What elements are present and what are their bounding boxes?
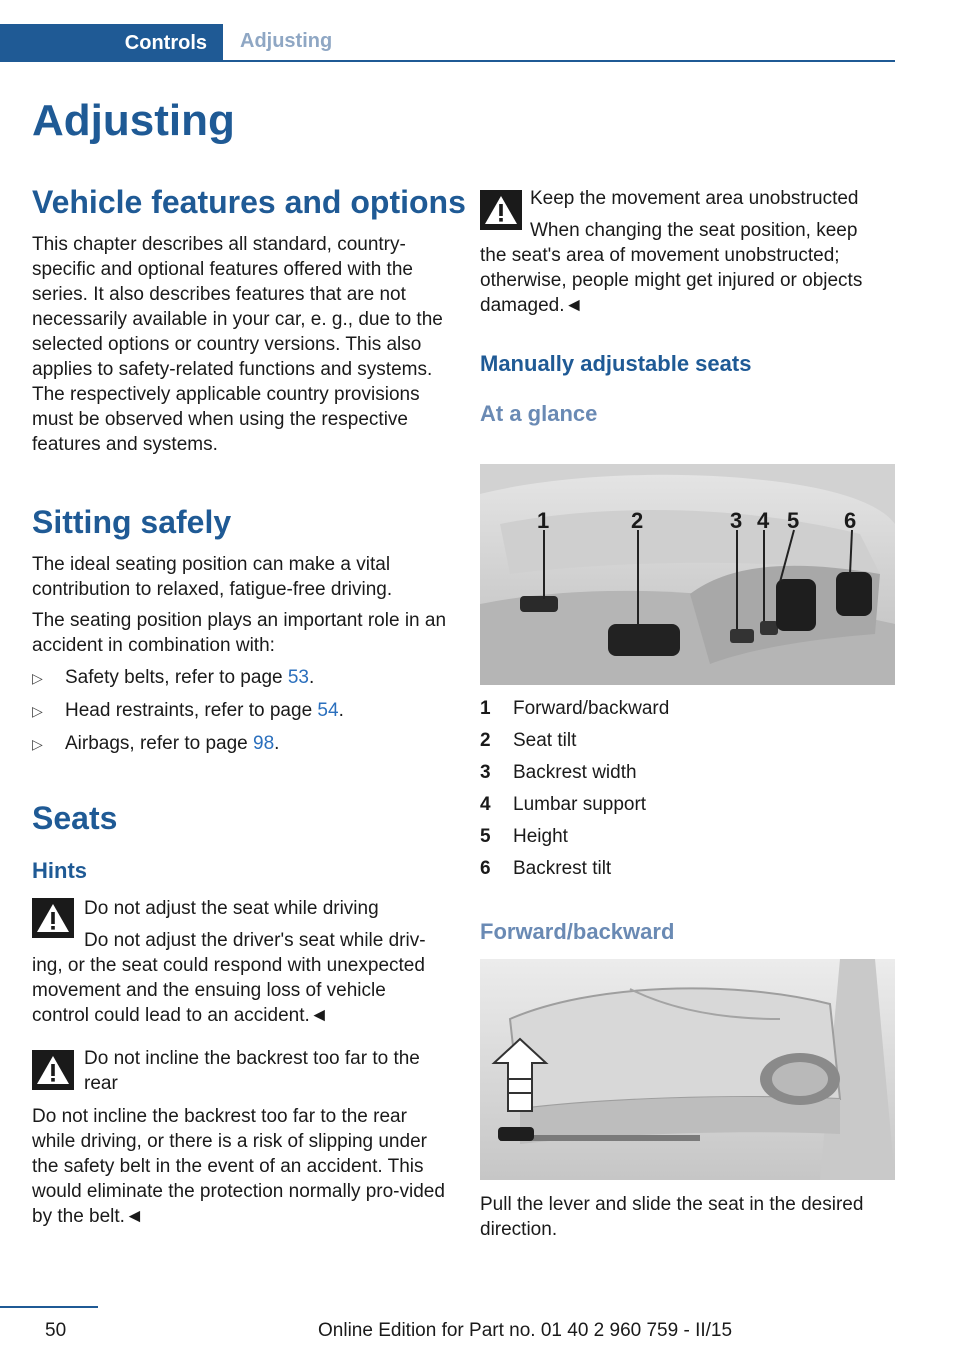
seat-controls-figure	[480, 464, 895, 685]
page-link[interactable]: 53	[287, 667, 309, 688]
callout-4: 4	[757, 508, 770, 533]
list-item	[32, 698, 447, 724]
list-item: 1 Forward/backward	[480, 698, 670, 719]
callout-5: 5	[787, 508, 800, 533]
page-number: 50	[45, 1320, 67, 1341]
warning-title: Keep the movement area unobstructed	[530, 188, 859, 209]
hints-heading: Hints	[32, 858, 87, 883]
page-link[interactable]: 98	[253, 733, 275, 754]
warning-icon	[32, 898, 74, 938]
header-rule	[0, 60, 895, 62]
warning-title: Do not incline the backrest too far to the rear	[84, 1048, 420, 1094]
list-item: 2 Seat tilt	[480, 730, 577, 751]
list-item: 5 Height	[480, 826, 568, 847]
list-item: 3 Backrest width	[480, 762, 637, 783]
bullet-text: Safety belts, refer to page 53.	[65, 667, 315, 688]
warning-body: ing, or the seat could respond with unexpected movement and the ensuing loss of vehicle control could lead to an accident.◄	[32, 955, 425, 1026]
forward-backward-figure	[480, 959, 895, 1180]
features-heading: Vehicle features and options	[32, 184, 466, 220]
bullet-text: Airbags, refer to page 98.	[65, 733, 280, 754]
callout-2: 2	[631, 508, 644, 533]
footer-rule	[0, 1306, 98, 1308]
sitting-heading: Sitting safely	[32, 504, 232, 540]
warning-body: Do not incline the backrest too far to the rear while driving, or there is a risk of slipping under the safety belt in the event of an accident. This would eliminate the protection normally pro-vided by the belt.◄	[32, 1106, 445, 1227]
tab-controls[interactable]: Controls	[0, 24, 223, 62]
manual-seats-heading: Manually adjustable seats	[480, 351, 752, 376]
callout-1: 1	[537, 508, 550, 533]
forward-backward-text: Pull the lever and slide the seat in the desired direction.	[480, 1194, 864, 1240]
sitting-p2: The seating position plays an important role in an accident in combination with:	[32, 610, 447, 656]
sitting-p1: The ideal seating position can make a vital contribution to relaxed, fatigue-free driving.	[32, 554, 393, 600]
list-item	[32, 665, 447, 691]
tab-adjusting[interactable]: Adjusting	[240, 30, 333, 52]
warning-first-line: When changing the seat position, keep	[530, 220, 858, 241]
warning-icon	[480, 190, 522, 230]
triangle-bullet-icon: ▷	[32, 703, 43, 719]
numbered-list	[480, 693, 895, 885]
list-item: 6 Backrest tilt	[480, 858, 612, 879]
features-text: This chapter describes all standard, country-specific and optional features offered with the series. It also describes features that are not necessarily available in your car, e. g., due to the selected options or country versions. This also applies to safety-related functions and systems. The respectively applicable country provisions must be observed when using the respective features and systems.	[32, 234, 443, 455]
triangle-bullet-icon: ▷	[32, 736, 43, 752]
edition-note: Online Edition for Part no. 01 40 2 960 759 - II/15	[318, 1320, 733, 1341]
forward-backward-heading: Forward/backward	[480, 919, 675, 944]
list-item: 4 Lumbar support	[480, 794, 647, 815]
bullet-list	[32, 665, 447, 757]
chapter-title: Adjusting	[32, 96, 235, 145]
page-header	[0, 0, 960, 62]
warning-title: Do not adjust the seat while driving	[84, 898, 379, 919]
warning-body: the seat's area of movement unobstructed; otherwise, people might get injured or objects damaged.◄	[480, 245, 863, 316]
page-link[interactable]: 54	[317, 700, 339, 721]
bullet-text: Head restraints, refer to page 54.	[65, 700, 344, 721]
warning-first-line: Do not adjust the driver's seat while driv-	[84, 930, 426, 951]
triangle-bullet-icon: ▷	[32, 670, 43, 686]
callout-6: 6	[844, 508, 857, 533]
list-item	[32, 731, 447, 757]
warning-icon	[32, 1050, 74, 1090]
at-a-glance-heading: At a glance	[480, 401, 598, 426]
seats-heading: Seats	[32, 800, 118, 836]
callout-3: 3	[730, 508, 743, 533]
